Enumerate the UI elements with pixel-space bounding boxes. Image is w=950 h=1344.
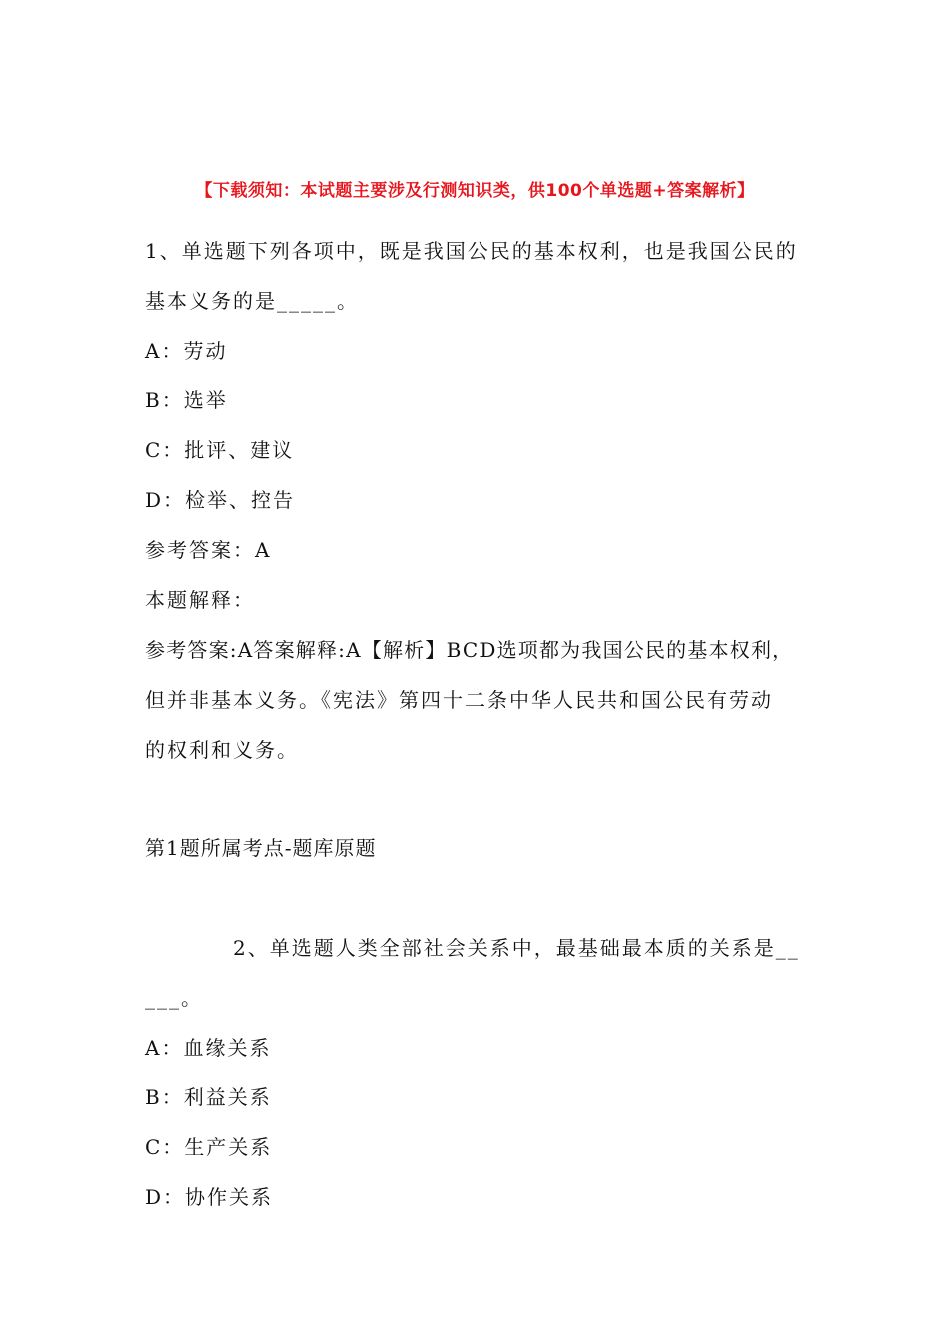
question-1-option-b: B：选举	[145, 388, 228, 412]
question-2-option-c: C：生产关系	[145, 1135, 273, 1159]
question-1-explanation-label: 本题解释：	[145, 588, 255, 612]
question-2-option-a: A：血缘关系	[145, 1036, 272, 1060]
question-2-option-b: B：利益关系	[145, 1085, 272, 1109]
question-1-stem-line-2: 基本义务的是_____。	[145, 289, 359, 313]
question-1-option-d: D：检举、控告	[145, 488, 296, 512]
question-1-topic: 第1题所属考点-题库原题	[145, 836, 377, 860]
question-1-option-a: A：劳动	[145, 339, 228, 363]
question-1-stem-line-1: 1、单选题下列各项中，既是我国公民的基本权利，也是我国公民的	[145, 239, 798, 263]
download-notice: 【下载须知：本试题主要涉及行测知识类，供100个单选题+答案解析】	[195, 181, 755, 201]
question-2-stem-line-1: 2、单选题人类全部社会关系中，最基础最本质的关系是__	[233, 936, 800, 960]
question-1-answer: 参考答案：A	[145, 538, 272, 562]
question-1-option-c: C：批评、建议	[145, 438, 295, 462]
question-1-explanation-line-1: 参考答案:A答案解释:A【解析】BCD选项都为我国公民的基本权利，	[145, 638, 794, 662]
question-1-explanation-line-2: 但并非基本义务。《宪法》第四十二条中华人民共和国公民有劳动	[145, 688, 773, 712]
question-2-option-d: D：协作关系	[145, 1185, 274, 1209]
question-2-stem-line-2: ___。	[145, 986, 203, 1010]
question-1-explanation-line-3: 的权利和义务。	[145, 738, 299, 762]
